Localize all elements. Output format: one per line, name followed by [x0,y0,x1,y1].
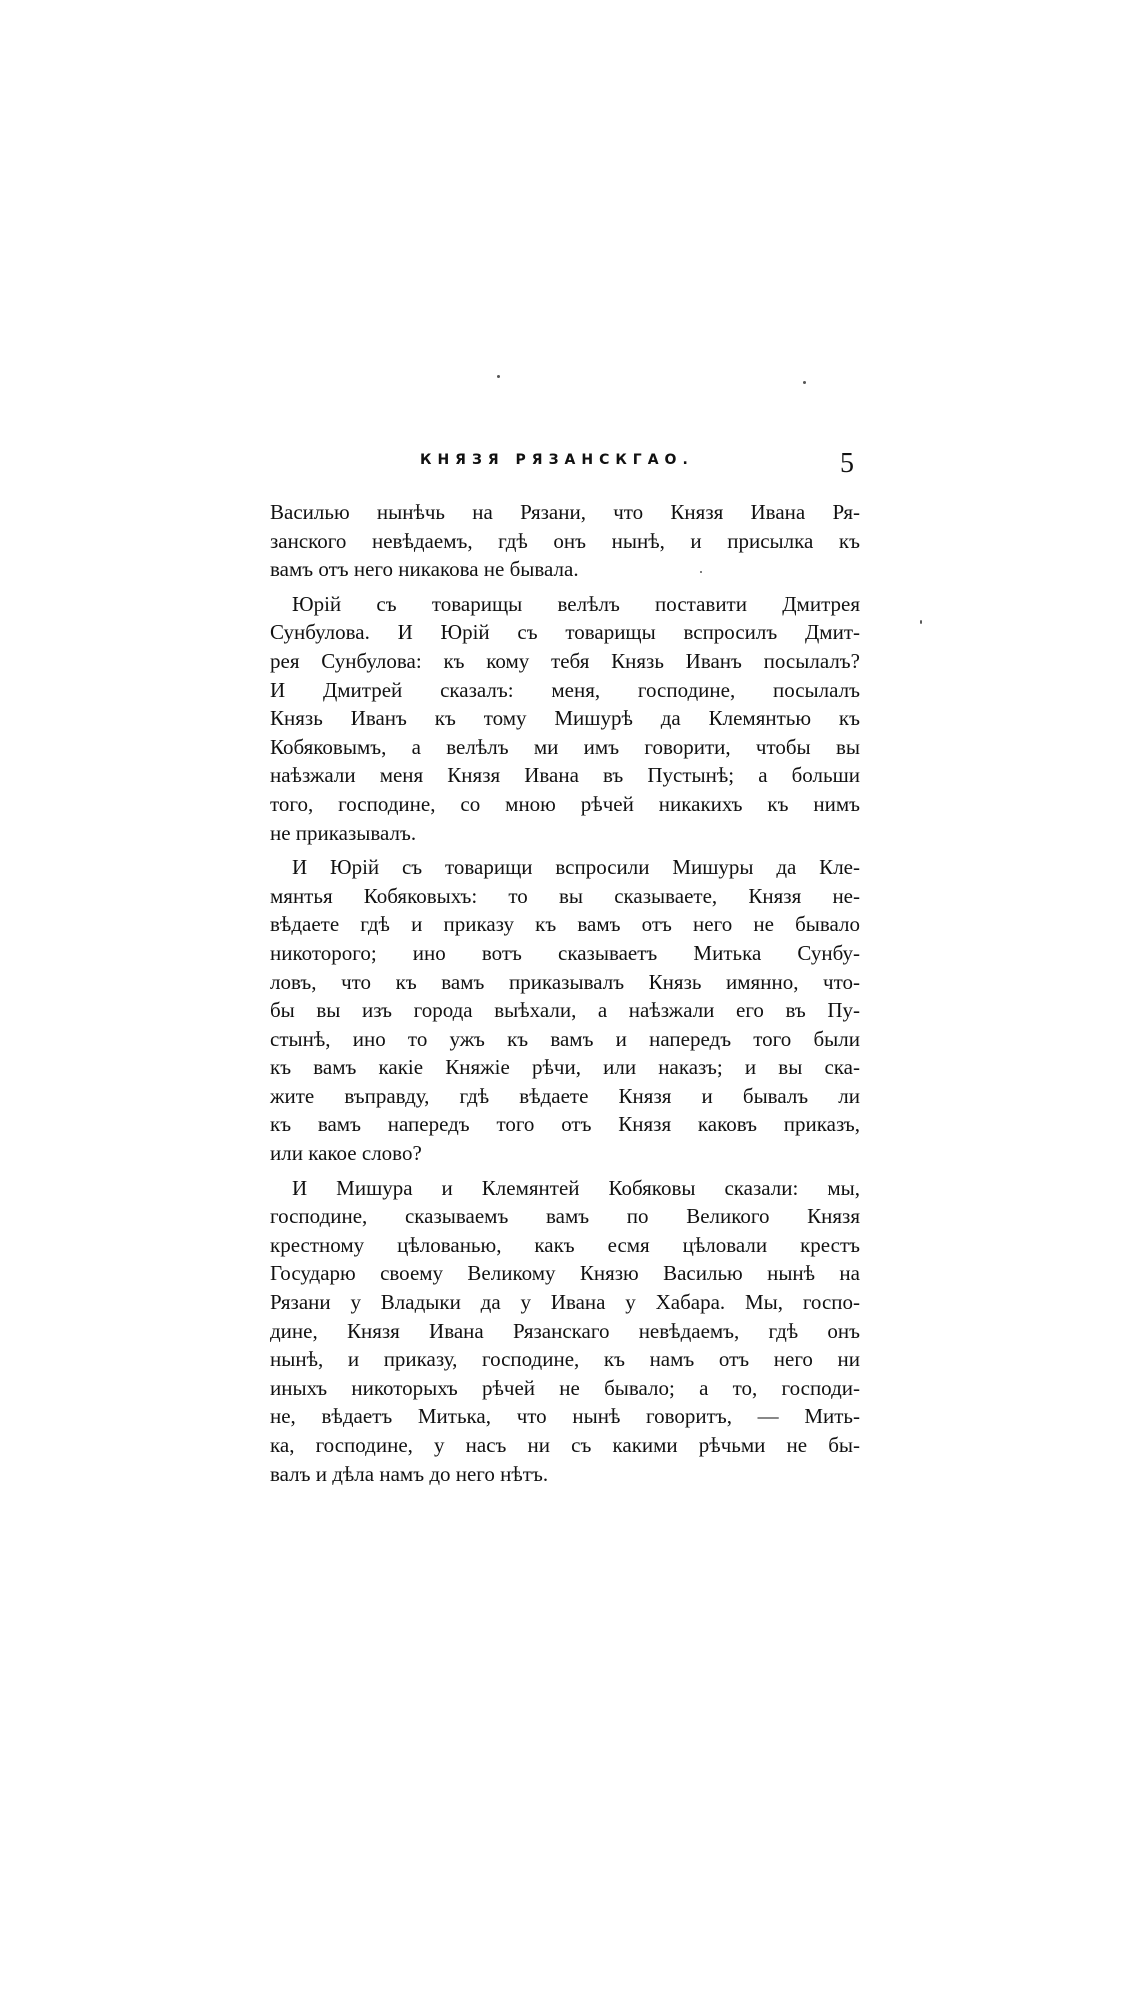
paragraph [270,590,860,847]
text-line: И Дмитрей сказалъ: меня, господине, посылалъ [270,677,860,702]
text-line: иныхъ никоторыхъ рѣчей не бывало; а то, господи- [270,1375,860,1400]
page-number: 5 [840,448,854,479]
text-line: или какое слово? [270,1141,422,1166]
text-line: Кобяковымъ, а велѣлъ ми имъ говорити, чтобы вы [270,734,860,759]
text-line: занского невѣдаемъ, гдѣ онъ нынѣ, и присылка къ [270,528,860,553]
paragraph [270,1174,860,1489]
text-line: никоторого; ино вотъ сказываетъ Митька Сунбу- [270,940,860,965]
text-line: стынѣ, ино то ужъ къ вамъ и напередъ того были [270,1026,860,1051]
paper-speck [803,381,806,384]
paragraph [270,853,860,1168]
text-line: И Юрій съ товарищи вспросили Мишуры да Кле- [292,855,860,880]
text-line: валъ и дѣла намъ до него нѣтъ. [270,1461,549,1486]
text-line: того, господине, со мною рѣчей никакихъ къ нимъ [270,791,860,816]
text-line: дине, Князя Ивана Рязанскаго невѣдаемъ, гдѣ онъ [270,1318,860,1343]
text-line: Князь Иванъ къ тому Мишурѣ да Клемянтью къ [270,706,860,731]
text-line: Рязани у Владыки да у Ивана у Хабара. Мы, госпо- [270,1290,860,1315]
text-line: нынѣ, и приказу, господине, къ намъ отъ него ни [270,1347,860,1372]
text-line: господине, сказываемъ вамъ по Великого Князя [270,1204,860,1229]
text-line: не, вѣдаетъ Митька, что нынѣ говоритъ, — Мить- [270,1404,860,1429]
text-line: бы вы изъ города выѣхали, а наѣзжали его въ Пу- [270,998,860,1023]
running-head [270,448,860,488]
paper-speck [920,620,922,624]
text-line: ловъ, что къ вамъ приказывалъ Князь имянно, что- [270,969,860,994]
text-line: къ вамъ какіе Княжіе рѣчи, или наказъ; и вы ска- [270,1055,860,1080]
text-line: рея Сунбулова: къ кому тебя Князь Иванъ посылалъ? [270,648,860,673]
text-line: И Мишура и Клемянтей Кобяковы сказали: мы, [292,1175,860,1200]
body-text [270,498,860,1488]
text-line: не приказывалъ. [270,820,417,845]
paper-speck [497,375,500,378]
text-line: къ вамъ напередъ того отъ Князя каковъ приказъ, [270,1112,860,1137]
text-line: наѣзжали меня Князя Ивана въ Пустынѣ; а больши [270,763,860,788]
text-line: вамъ отъ него никакова не бывала. [270,557,579,582]
text-line: вѣдаете гдѣ и приказу къ вамъ отъ него не бывало [270,912,860,937]
text-line: мянтья Кобяковыхъ: то вы сказываете, Князя не- [270,883,860,908]
text-line: жите въправду, гдѣ вѣдаете Князя и бывалъ ли [270,1083,860,1108]
running-title: КНЯЗЯ РЯЗАНСКГАО. [420,452,694,468]
text-line: Василью нынѣчь на Рязани, что Князя Ивана Ря- [270,500,860,524]
text-line: ка, господине, у насъ ни съ какими рѣчьми не бы- [270,1433,860,1457]
text-line: Государю своему Великому Князю Василью нынѣ на [270,1261,860,1286]
text-line: Юрій съ товарищы велѣлъ поставити Дмитрея [292,591,860,616]
text-line: крестному цѣлованью, какъ есмя цѣловали крестъ [270,1232,860,1257]
paragraph [270,498,860,584]
text-line: Сунбулова. И Юрій съ товарищы вспросилъ Дмит- [270,620,860,645]
